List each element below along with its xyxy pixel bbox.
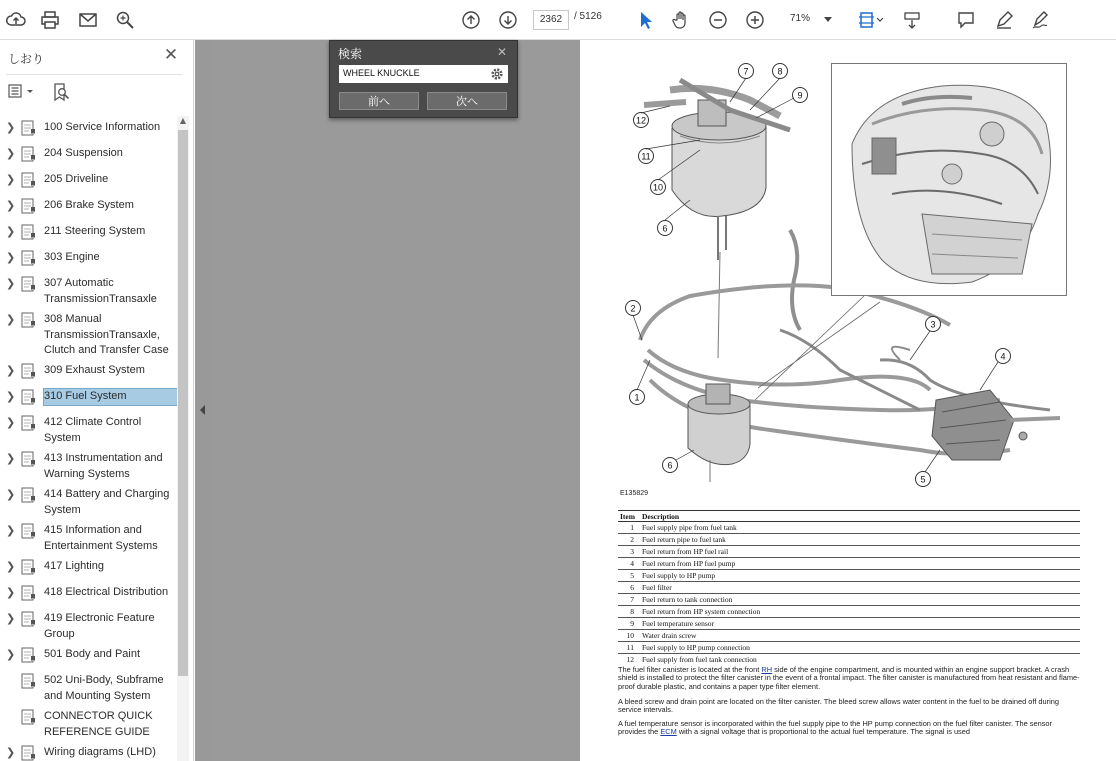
- zoom-search-icon[interactable]: [113, 8, 137, 32]
- bookmark-label: 307 Automatic TransmissionTransaxle: [44, 277, 157, 305]
- item-number: 5: [618, 570, 640, 582]
- toolbar: [0, 0, 1116, 40]
- item-description: Fuel return from HP fuel rail: [640, 546, 1080, 558]
- bookmark-page-icon: [20, 585, 38, 601]
- item-number: 7: [618, 594, 640, 606]
- bookmark-item[interactable]: [0, 172, 178, 188]
- table-row: [618, 582, 1080, 594]
- close-icon[interactable]: ✕: [497, 45, 508, 59]
- item-number: 2: [618, 534, 640, 546]
- svg-text:5: 5: [920, 474, 926, 485]
- bookmark-label: 303 Engine: [44, 251, 100, 263]
- svg-text:11: 11: [641, 151, 651, 162]
- item-description: Fuel supply to HP pump: [640, 570, 1080, 582]
- options-menu-icon[interactable]: [8, 82, 40, 100]
- item-description: Fuel return pipe to fuel tank: [640, 534, 1080, 546]
- table-header: [618, 511, 1080, 522]
- bookmark-page-icon: [20, 276, 38, 292]
- svg-text:2: 2: [630, 303, 636, 314]
- column-header: Item: [618, 511, 640, 522]
- table-row: [618, 594, 1080, 606]
- document-background: [210, 40, 580, 761]
- item-number: 12: [618, 654, 640, 666]
- print-icon[interactable]: [38, 8, 62, 32]
- collapse-panel-icon[interactable]: [197, 400, 207, 420]
- bookmark-page-icon: [20, 415, 38, 431]
- chevron-right-icon[interactable]: ❯: [6, 225, 16, 238]
- bookmark-page-icon: [20, 673, 38, 689]
- bookmark-item[interactable]: [0, 198, 178, 214]
- table-row: [618, 558, 1080, 570]
- bookmark-page-icon: [20, 709, 38, 725]
- chevron-right-icon[interactable]: ❯: [6, 173, 16, 186]
- bookmark-item[interactable]: [0, 451, 178, 482]
- bookmark-label: 501 Body and Paint: [44, 648, 141, 660]
- bookmark-item[interactable]: [0, 611, 178, 642]
- item-number: 1: [618, 522, 640, 534]
- pen-icon[interactable]: [992, 8, 1016, 32]
- bookmark-page-icon: [20, 198, 38, 214]
- chevron-right-icon[interactable]: ❯: [6, 488, 16, 501]
- bookmark-label: 413 Instrumentation and Warning Systems: [44, 452, 163, 480]
- item-description: Fuel return to tank connection: [640, 594, 1080, 606]
- callout-1: [630, 390, 645, 405]
- bookmark-page-icon: [20, 250, 38, 266]
- body-paragraph: The fuel filter canister is located at the front RH side of the engine compartment, and is mounted within an engine support bracket. A crash shield is installed to protect the filter canister in the event of a frontal impact. The filter canister is manufactured from heat resistant and flame-proof durable plastic, and contains a paper type filter element.: [618, 665, 1080, 691]
- bookmark-page-icon: [20, 172, 38, 188]
- item-description: Fuel return from HP fuel pump: [640, 558, 1080, 570]
- callout-3: [926, 317, 941, 332]
- select-cursor-icon[interactable]: [633, 8, 657, 32]
- callout-7: [739, 64, 754, 79]
- page-number-input[interactable]: 2362: [533, 10, 569, 30]
- item-number: 9: [618, 618, 640, 630]
- item-number: 6: [618, 582, 640, 594]
- hand-tool-icon[interactable]: [669, 8, 693, 32]
- chevron-right-icon[interactable]: ❯: [6, 121, 16, 134]
- svg-text:4: 4: [1000, 351, 1006, 362]
- bookmark-item[interactable]: [0, 250, 178, 266]
- table-row: [618, 570, 1080, 582]
- callout-6-upper: [658, 221, 673, 236]
- find-bookmark-icon[interactable]: [51, 82, 71, 102]
- item-description: Fuel return from HP system connection: [640, 606, 1080, 618]
- upload-icon[interactable]: [4, 8, 28, 32]
- chevron-right-icon[interactable]: ❯: [6, 251, 16, 264]
- gear-icon[interactable]: [490, 67, 504, 81]
- bookmark-label: 502 Uni-Body, Subframe and Mounting System: [44, 674, 164, 702]
- item-description: Fuel supply from fuel tank connection: [640, 654, 1080, 666]
- bookmark-item[interactable]: [0, 709, 178, 740]
- chevron-right-icon[interactable]: ❯: [6, 612, 16, 625]
- ecm-link[interactable]: ECM: [660, 727, 677, 737]
- bookmark-label: 415 Information and Entertainment Systems: [44, 524, 158, 552]
- chevron-right-icon[interactable]: ❯: [6, 313, 16, 326]
- table-row: [618, 606, 1080, 618]
- callout-5: [916, 472, 931, 487]
- prev-page-icon[interactable]: [459, 8, 483, 32]
- bookmark-item[interactable]: [0, 487, 178, 518]
- svg-text:12: 12: [635, 115, 647, 126]
- table-row: [618, 546, 1080, 558]
- bookmark-item[interactable]: [0, 146, 178, 162]
- bookmark-item[interactable]: [0, 363, 178, 379]
- next-page-icon[interactable]: [496, 8, 520, 32]
- svg-text:10: 10: [652, 182, 664, 193]
- chevron-right-icon[interactable]: ❯: [6, 524, 16, 537]
- table-row: [618, 642, 1080, 654]
- item-number: 10: [618, 630, 640, 642]
- table-row: [618, 534, 1080, 546]
- bookmark-page-icon: [20, 487, 38, 503]
- chevron-right-icon[interactable]: ❯: [6, 416, 16, 429]
- chevron-down-icon: [824, 17, 832, 22]
- search-title: 検索: [338, 47, 363, 61]
- close-icon[interactable]: ✕: [163, 45, 179, 65]
- bookmark-item[interactable]: [0, 120, 178, 136]
- parts-table: [618, 510, 1080, 666]
- item-number: 8: [618, 606, 640, 618]
- chevron-right-icon[interactable]: ❯: [6, 147, 16, 160]
- bookmark-item-selected[interactable]: [0, 389, 178, 405]
- zoom-value: 71%: [790, 13, 811, 24]
- bookmark-page-icon: [20, 146, 38, 162]
- chevron-right-icon[interactable]: ❯: [6, 648, 16, 661]
- bookmark-page-icon: [20, 389, 38, 405]
- zoom-in-icon[interactable]: [743, 8, 767, 32]
- next-result-button[interactable]: 次へ: [427, 92, 507, 110]
- bookmark-item[interactable]: [0, 745, 178, 761]
- chevron-right-icon[interactable]: ❯: [6, 277, 16, 290]
- callout-9: [793, 88, 808, 103]
- body-paragraph: A fuel temperature sensor is incorporated within the fuel supply pipe to the HP pump connection on the fuel filter canister. The sensor provides the ECM with a signal voltage that is proportional to the actual fuel temperature. The signal is used: [618, 719, 1052, 737]
- chevron-right-icon[interactable]: ❯: [6, 390, 16, 403]
- mail-icon[interactable]: [76, 8, 100, 32]
- zoom-select[interactable]: [784, 10, 838, 30]
- pdf-page: [580, 40, 1116, 761]
- bookmark-item[interactable]: [0, 224, 178, 240]
- svg-text:1: 1: [634, 392, 640, 403]
- bookmark-label: 414 Battery and Charging System: [44, 488, 170, 516]
- table-row: [618, 618, 1080, 630]
- prev-result-button[interactable]: 前へ: [339, 92, 419, 110]
- bookmark-item[interactable]: [0, 312, 178, 359]
- bookmark-page-icon: [20, 363, 38, 379]
- chevron-right-icon[interactable]: ❯: [6, 746, 16, 759]
- svg-text:7: 7: [743, 66, 749, 77]
- bookmark-label: 412 Climate Control System: [44, 416, 142, 444]
- figure-number: E135829: [620, 490, 649, 497]
- bookmark-panel: [0, 40, 194, 761]
- engine-inset-illustration: [831, 63, 1067, 296]
- read-mode-icon[interactable]: [900, 8, 924, 32]
- chevron-right-icon[interactable]: ❯: [6, 364, 16, 377]
- callout-10: [651, 180, 666, 195]
- item-description: Fuel supply pipe from fuel tank: [640, 522, 1080, 534]
- svg-text:9: 9: [797, 90, 803, 101]
- bookmark-label: 417 Lighting: [44, 560, 104, 572]
- scroll-up-icon[interactable]: ▲: [179, 116, 187, 125]
- bookmark-page-icon: [20, 647, 38, 663]
- zoom-out-icon[interactable]: [706, 8, 730, 32]
- search-popup: [329, 40, 518, 118]
- rh-link[interactable]: RH: [761, 665, 773, 674]
- callout-2: [626, 301, 641, 316]
- fit-page-icon[interactable]: [856, 8, 886, 32]
- bookmark-page-icon: [20, 611, 38, 627]
- bookmark-label: 205 Driveline: [44, 173, 109, 185]
- callout-12: [634, 113, 649, 128]
- chevron-right-icon[interactable]: ❯: [6, 452, 16, 465]
- item-description: Fuel filter: [640, 582, 1080, 594]
- bookmark-item[interactable]: [0, 673, 178, 704]
- bookmark-page-icon: [20, 312, 38, 328]
- bookmark-label: 418 Electrical Distribution: [44, 586, 169, 598]
- bookmark-label: 310 Fuel System: [44, 389, 178, 405]
- bookmark-item[interactable]: [0, 559, 178, 575]
- svg-text:8: 8: [777, 66, 783, 77]
- item-description: Water drain screw: [640, 630, 1080, 642]
- panel-title: しおり: [8, 52, 45, 66]
- bookmark-item[interactable]: [0, 523, 178, 554]
- bookmark-label: 206 Brake System: [44, 199, 134, 211]
- item-number: 11: [618, 642, 640, 654]
- sign-icon[interactable]: [1028, 8, 1052, 32]
- bookmark-item[interactable]: [0, 276, 178, 307]
- search-input[interactable]: WHEEL KNUCKLE: [339, 65, 508, 83]
- bookmark-label: 419 Electronic Feature Group: [44, 612, 155, 640]
- bookmark-page-icon: [20, 523, 38, 539]
- chevron-right-icon[interactable]: ❯: [6, 586, 16, 599]
- scrollbar-thumb[interactable]: [178, 130, 188, 676]
- svg-text:3: 3: [930, 319, 936, 330]
- callout-4: [996, 349, 1011, 364]
- bookmark-label: 309 Exhaust System: [44, 364, 145, 376]
- bookmark-item[interactable]: [0, 585, 178, 601]
- svg-text:6: 6: [662, 223, 668, 234]
- bookmark-label: 100 Service Information: [44, 121, 161, 133]
- bookmark-label: 211 Steering System: [44, 225, 146, 237]
- item-number: 4: [618, 558, 640, 570]
- callout-8: [773, 64, 788, 79]
- bookmark-label: CONNECTOR QUICK REFERENCE GUIDE: [44, 710, 153, 738]
- divider: [6, 74, 182, 75]
- bookmark-page-icon: [20, 745, 38, 761]
- bookmark-page-icon: [20, 224, 38, 240]
- bookmark-label: 204 Suspension: [44, 147, 123, 159]
- callout-11: [639, 149, 654, 164]
- callout-6-lower: [663, 458, 678, 473]
- bookmark-page-icon: [20, 120, 38, 136]
- svg-text:6: 6: [667, 460, 673, 471]
- bookmark-item[interactable]: [0, 647, 178, 663]
- table-row: [618, 522, 1080, 534]
- bookmark-item[interactable]: [0, 415, 178, 446]
- comment-icon[interactable]: [954, 8, 978, 32]
- table-row: [618, 654, 1080, 666]
- scrollbar[interactable]: [177, 116, 189, 761]
- total-pages: / 5126: [574, 11, 602, 22]
- column-header: Description: [640, 511, 1080, 522]
- bookmark-page-icon: [20, 451, 38, 467]
- table-row: [618, 630, 1080, 642]
- bookmark-page-icon: [20, 559, 38, 575]
- body-paragraph: A bleed screw and drain point are located on the filter canister. The bleed screw allows water content in the fuel to be drained off during service intervals.: [618, 697, 1059, 715]
- chevron-right-icon[interactable]: ❯: [6, 199, 16, 212]
- item-number: 3: [618, 546, 640, 558]
- chevron-right-icon[interactable]: ❯: [6, 560, 16, 573]
- item-description: Fuel supply to HP pump connection: [640, 642, 1080, 654]
- bookmark-label: Wiring diagrams (LHD): [44, 746, 156, 758]
- item-description: Fuel temperature sensor: [640, 618, 1080, 630]
- bookmark-label: 308 Manual TransmissionTransaxle, Clutch and Transfer Case: [44, 313, 169, 356]
